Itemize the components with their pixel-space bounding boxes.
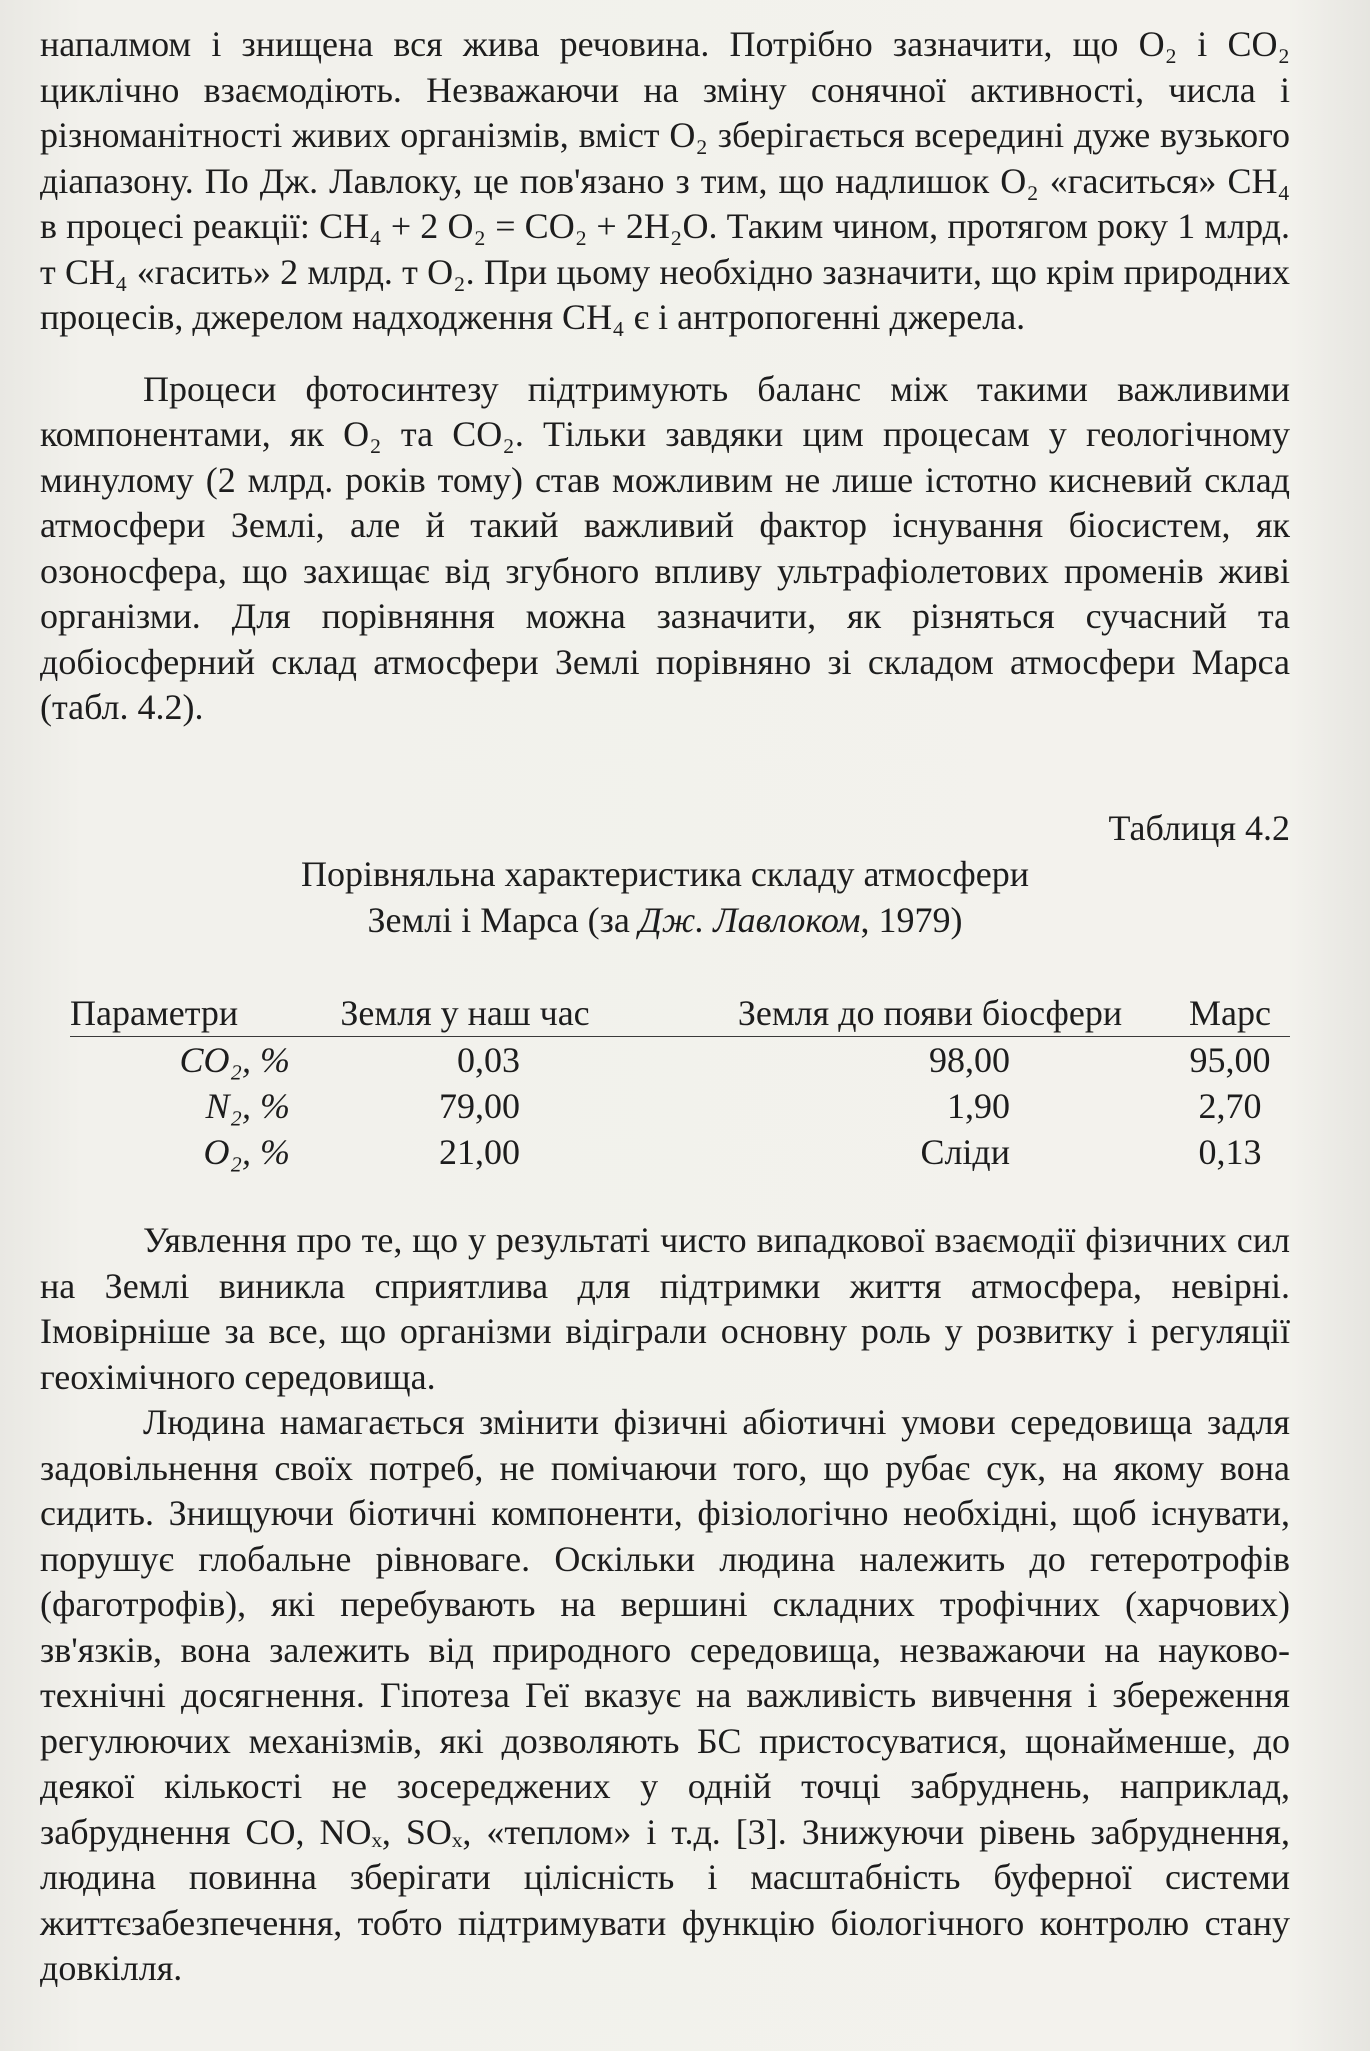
table-row — [70, 1037, 1290, 1083]
table-cell: O₂, % — [203, 1132, 290, 1172]
table-cell: 21,00 — [439, 1132, 520, 1172]
table-title-line1: Порівняльна характеристика складу атмосфери — [301, 854, 1029, 894]
table-header-row — [70, 990, 1290, 1037]
table-cell: 79,00 — [439, 1086, 520, 1126]
paragraph-3: Уявлення про те, що у результаті чисто випадкової взаємодії фізичних сил на Землі виникла сприятлива для підтримки життя атмосфера, невірні. Імовірніше за все, що організми відіграли основну роль у розвитку і регуляції геохімічного середовища. — [40, 1220, 1290, 1397]
text-block-bottom — [40, 1218, 1290, 1992]
table-cell: Сліди — [920, 1132, 1010, 1172]
paragraph-4: Людина намагається змінити фізичні абіотичні умови середовища задля задовільнення своїх потреб, не помічаючи того, що рубає сук, на якому вона сидить. Знищуючи біотичні компоненти, фізіологічно необхідні, щоб існувати, порушує глобальне рівновагe. Оскільки людина належить до гетеротрофів (фаготрофів), які перебувають на вершині складних трофічних (харчових) зв'язків, вона залежить від природного середовища, незважаючи на науково-технічні досягнення. Гіпотеза Геї вказує на важливість вивчення і збереження регулюючих механізмів, які дозволяють БС пристосуватися, щонайменше, до деякої кількості не зосереджених у одній точці забруднень, наприклад, забруднення CO, NOₓ, SOₓ, «теплом» і т.д. [3]. Знижуючи рівень забруднення, людина повинна зберігати цілісність і масштабність буферної системи життєзабезпечення, тобто підтримувати функцію біологічного контролю стану довкілля. — [40, 1402, 1290, 1988]
table-title-line2 — [40, 897, 1290, 943]
table-cell: 0,03 — [457, 1040, 520, 1080]
paragraph-2: Процеси фотосинтезу підтримують баланс між такими важливими компонентами, як O₂ та CO₂. Тільки завдяки цим процесам у геологічному минулому (2 млрд. років тому) став можливим не лише істотно кисневий склад атмосфери Землі, але й такий важливий фактор існування біосистем, як озоносфера, що захищає від згубного впливу ультрафіолетових променів живі організми. Для порівняння можна зазначити, як різняться сучасний та добіосферний склад атмосфери Землі порівняно зі складом атмосфери Марса (табл. 4.2). — [40, 368, 1290, 727]
table-row — [70, 1083, 1290, 1129]
table-cell: 95,00 — [1189, 1040, 1271, 1080]
table-label: Таблиця 4.2 — [1108, 808, 1290, 848]
table-cell: 98,00 — [929, 1040, 1010, 1080]
table-cell: CO₂, % — [179, 1040, 290, 1080]
table-title-prefix: Землі і Марса (за — [367, 900, 639, 940]
table-cell: N₂, % — [205, 1086, 290, 1126]
table-header-cell: Земля до появи біосфери — [737, 993, 1123, 1033]
table-title-suffix: , 1979) — [860, 900, 963, 940]
table-row — [70, 1129, 1290, 1175]
table-cell: 0,13 — [1198, 1132, 1262, 1172]
atmosphere-table — [70, 990, 1290, 1175]
table-caption — [40, 805, 1290, 943]
table-cell: 2,70 — [1198, 1086, 1262, 1126]
table-header-cell: Параметри — [70, 993, 239, 1033]
text-block-top — [40, 22, 1290, 731]
table-header-cell: Земля у наш час — [340, 993, 590, 1033]
paragraph-1: напалмом і знищена вся жива речовина. Потрібно зазначити, що O₂ і CO₂ циклічно взаємодіють. Незважаючи на зміну сонячної активності, числа і різноманітності живих організмів, вміст O₂ зберігається всередині дуже вузького діапазону. По Дж. Лавлоку, це пов'язано з тим, що надлишок O₂ «гаситься» CH₄ в процесі реакції: CH₄ + 2 O₂ = CO₂ + 2H₂O. Таким чином, протягом року 1 млрд. т CH₄ «гасить» 2 млрд. т O₂. При цьому необхідно зазначити, що крім природних процесів, джерелом надходження CH₄ є і антропогенні джерела. — [40, 24, 1290, 337]
table-cell: 1,90 — [947, 1086, 1010, 1126]
table-header-cell: Марс — [1189, 993, 1271, 1033]
table-title-author: Дж. Лавлоком — [638, 900, 861, 940]
